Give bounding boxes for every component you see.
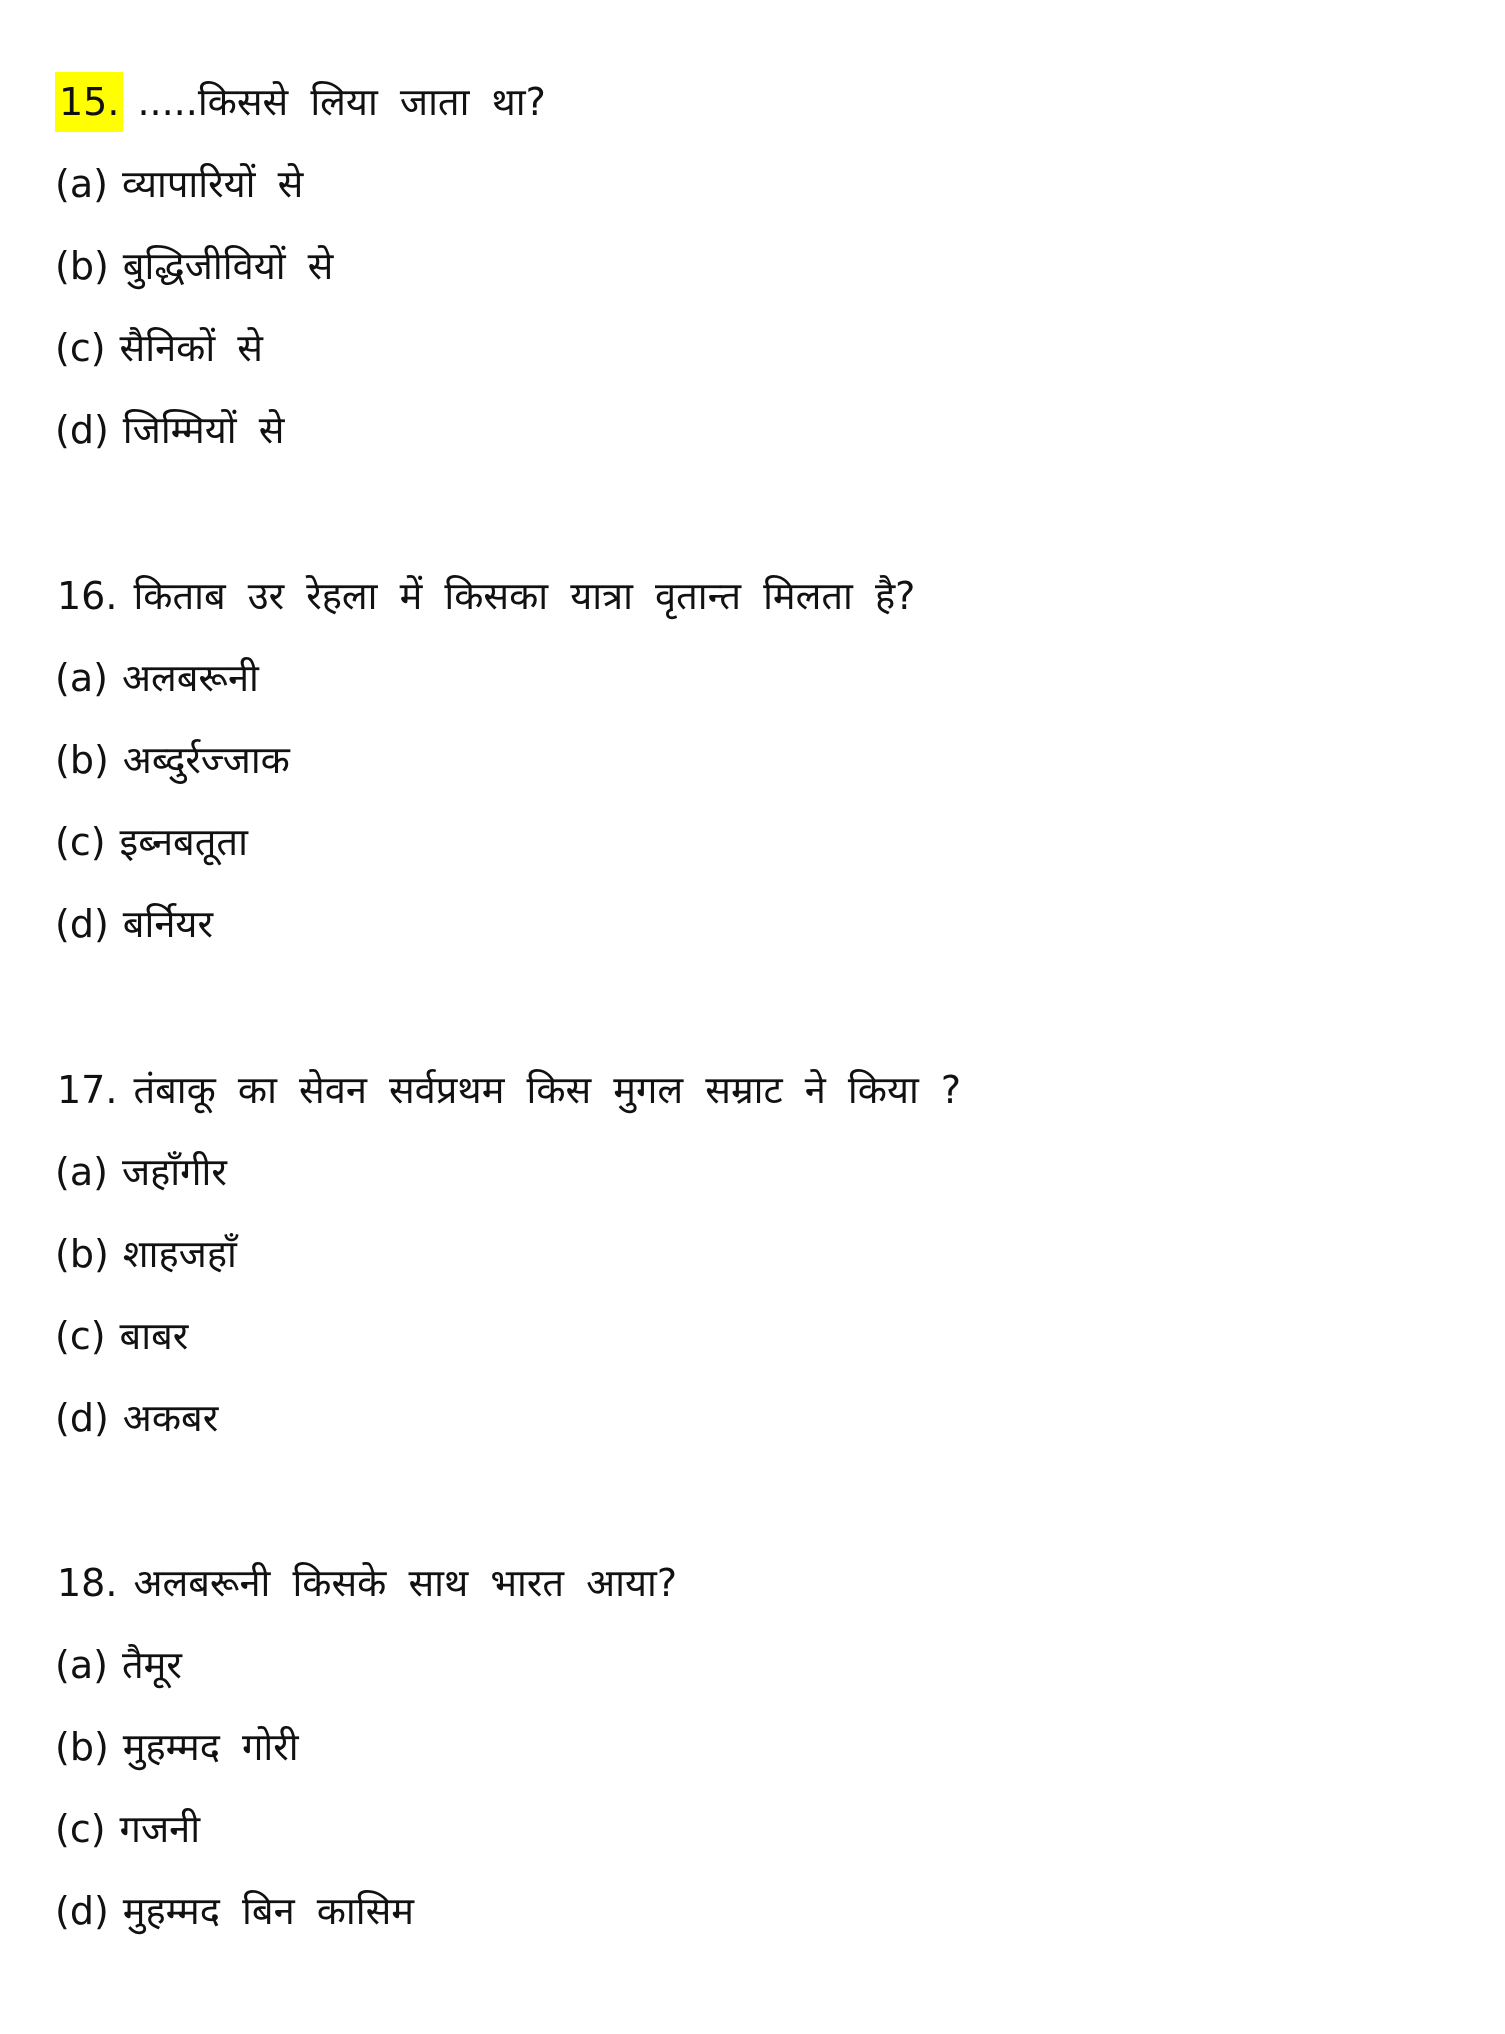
option-text: मुहम्मद गोरी	[122, 1725, 299, 1769]
question-number: 15.	[55, 72, 123, 132]
option-b	[55, 1224, 237, 1284]
option-text: अलबरूनी	[121, 656, 259, 700]
option-text: शाहजहाँ	[122, 1232, 237, 1276]
option-c	[55, 812, 248, 872]
question-text: अलबरूनी किसके साथ भारत आया?	[133, 1561, 678, 1605]
option-b	[55, 730, 290, 790]
option-text: जहाँगीर	[121, 1150, 227, 1194]
option-text: इब्नबतूता	[119, 820, 248, 864]
option-key: (a)	[55, 1643, 108, 1687]
question-text: तंबाकू का सेवन सर्वप्रथम किस मुगल सम्राट ने किया ?	[133, 1068, 962, 1112]
option-text: अकबर	[122, 1396, 219, 1440]
option-text: व्यापारियों से	[121, 162, 304, 206]
question-number: 16.	[57, 574, 118, 618]
option-d	[55, 1388, 218, 1448]
option-key: (c)	[55, 326, 106, 370]
question-text: किताब उर रेहला में किसका यात्रा वृतान्त मिलता है?	[133, 574, 916, 618]
question-number: 18.	[57, 1561, 118, 1605]
option-a	[55, 648, 259, 708]
option-key: (c)	[55, 1807, 106, 1851]
option-key: (c)	[55, 820, 106, 864]
option-key: (b)	[55, 244, 109, 288]
option-b	[55, 236, 333, 296]
option-text: अब्दुर्रज्जाक	[122, 738, 290, 782]
option-a	[55, 1142, 227, 1202]
option-key: (a)	[55, 162, 108, 206]
option-text: मुहम्मद बिन कासिम	[122, 1889, 415, 1933]
option-c	[55, 1799, 200, 1859]
option-text: बाबर	[119, 1314, 189, 1358]
option-d	[55, 1881, 414, 1941]
option-c	[55, 1306, 188, 1366]
option-key: (b)	[55, 1232, 109, 1276]
option-text: जिम्मियों से	[122, 408, 285, 452]
option-key: (a)	[55, 656, 108, 700]
option-text: सैनिकों से	[119, 326, 263, 370]
question-number: 17.	[57, 1068, 118, 1112]
option-key: (b)	[55, 738, 109, 782]
option-a	[55, 154, 303, 214]
question-line	[55, 1553, 677, 1613]
option-key: (d)	[55, 1396, 109, 1440]
option-text: बर्नियर	[122, 902, 213, 946]
question-text: .....किससे लिया जाता था?	[137, 80, 546, 124]
option-d	[55, 894, 213, 954]
option-a	[55, 1635, 182, 1695]
option-text: गजनी	[119, 1807, 201, 1851]
option-key: (a)	[55, 1150, 108, 1194]
question-line	[55, 72, 546, 132]
question-line	[55, 566, 915, 626]
option-key: (b)	[55, 1725, 109, 1769]
option-b	[55, 1717, 299, 1777]
option-d	[55, 400, 284, 460]
question-line	[55, 1060, 961, 1120]
option-text: तैमूर	[121, 1643, 182, 1687]
option-c	[55, 318, 263, 378]
option-text: बुद्धिजीवियों से	[122, 244, 334, 288]
option-key: (d)	[55, 1889, 109, 1933]
option-key: (c)	[55, 1314, 106, 1358]
option-key: (d)	[55, 408, 109, 452]
option-key: (d)	[55, 902, 109, 946]
